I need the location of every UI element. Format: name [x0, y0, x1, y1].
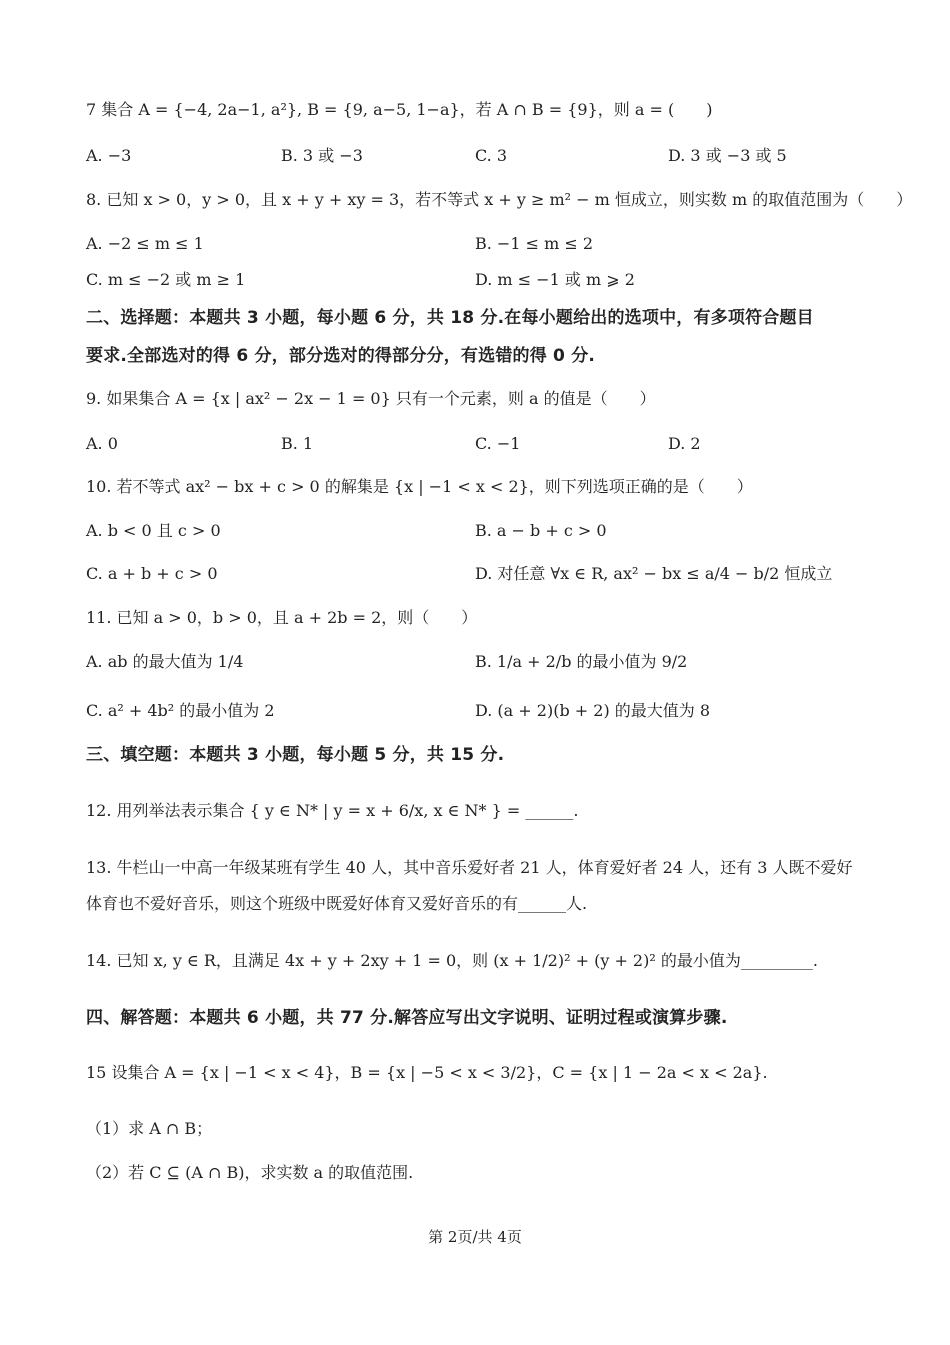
q11-option-b: B. 1/a + 2/b 的最小值为 9/2	[475, 652, 688, 671]
q7-option-d: D. 3 或 −3 或 5	[668, 146, 787, 165]
q15-part1: （1）求 A ∩ B；	[86, 1119, 213, 1138]
section3-heading: 三、填空题：本题共 3 小题，每小题 5 分，共 15 分.	[86, 745, 505, 765]
q8-option-a: A. −2 ≤ m ≤ 1	[86, 234, 204, 253]
q13-line2: 体育也不爱好音乐，则这个班级中既爱好体育又爱好音乐的有______人.	[86, 894, 588, 913]
q10-option-b: B. a − b + c > 0	[475, 521, 607, 540]
q11-option-c: C. a² + 4b² 的最小值为 2	[86, 701, 275, 720]
page-footer: 第 2页/共 4页	[428, 1228, 522, 1246]
section4-heading: 四、解答题：本题共 6 小题，共 77 分.解答应写出文字说明、证明过程或演算步骤.	[86, 1008, 728, 1028]
q13-line1: 13. 牛栏山一中高一年级某班有学生 40 人，其中音乐爱好者 21 人，体育爱好者 24 人，还有 3 人既不爱好	[86, 858, 853, 877]
q11-option-a: A. ab 的最大值为 1/4	[86, 652, 244, 671]
q7-option-b: B. 3 或 −3	[281, 146, 363, 165]
q14-stem: 14. 已知 x, y ∈ R，且满足 4x + y + 2xy + 1 = 0，则 (x + 1/2)² + (y + 2)² 的最小值为_________.	[86, 951, 818, 970]
q10-option-c: C. a + b + c > 0	[86, 564, 218, 583]
q8-option-b: B. −1 ≤ m ≤ 2	[475, 234, 594, 253]
q7-option-a: A. −3	[86, 146, 132, 165]
q10-option-d: D. 对任意 ∀x ∈ R, ax² − bx ≤ a/4 − b/2 恒成立	[475, 564, 833, 583]
q7-option-c: C. 3	[475, 146, 508, 165]
q9-option-a: A. 0	[86, 434, 118, 453]
section2-heading-line2: 要求.全部选对的得 6 分，部分选对的得部分分，有选错的得 0 分.	[86, 346, 596, 366]
q9-option-c: C. −1	[475, 434, 521, 453]
q7-stem: 7 集合 A = {−4, 2a−1, a²}, B = {9, a−5, 1−a}，若 A ∩ B = {9}，则 a = ( )	[86, 100, 713, 119]
q10-stem: 10. 若不等式 ax² − bx + c > 0 的解集是 {x | −1 < x < 2}，则下列选项正确的是（ ）	[86, 477, 753, 496]
q11-stem: 11. 已知 a > 0，b > 0，且 a + 2b = 2，则（ ）	[86, 608, 478, 627]
q15-stem: 15 设集合 A = {x | −1 < x < 4}，B = {x | −5 < x < 3/2}，C = {x | 1 − 2a < x < 2a}.	[86, 1063, 768, 1082]
q9-stem: 9. 如果集合 A = {x | ax² − 2x − 1 = 0} 只有一个元素，则 a 的值是（ ）	[86, 389, 656, 408]
section2-heading-line1: 二、选择题：本题共 3 小题，每小题 6 分，共 18 分.在每小题给出的选项中，有多项符合题目	[86, 308, 814, 328]
q8-option-d: D. m ≤ −1 或 m ⩾ 2	[475, 270, 635, 289]
q8-stem: 8. 已知 x > 0，y > 0，且 x + y + xy = 3，若不等式 x + y ≥ m² − m 恒成立，则实数 m 的取值范围为（ ）	[86, 190, 913, 209]
q11-option-d: D. (a + 2)(b + 2) 的最大值为 8	[475, 701, 711, 720]
q9-option-d: D. 2	[668, 434, 701, 453]
q10-option-a: A. b < 0 且 c > 0	[86, 521, 221, 540]
q8-option-c: C. m ≤ −2 或 m ≥ 1	[86, 270, 246, 289]
q12-stem: 12. 用列举法表示集合 { y ∈ N* | y = x + 6/x, x ∈ N* } = ______.	[86, 801, 579, 820]
q15-part2: （2）若 C ⊆ (A ∩ B)，求实数 a 的取值范围.	[86, 1163, 414, 1182]
q9-option-b: B. 1	[281, 434, 314, 453]
